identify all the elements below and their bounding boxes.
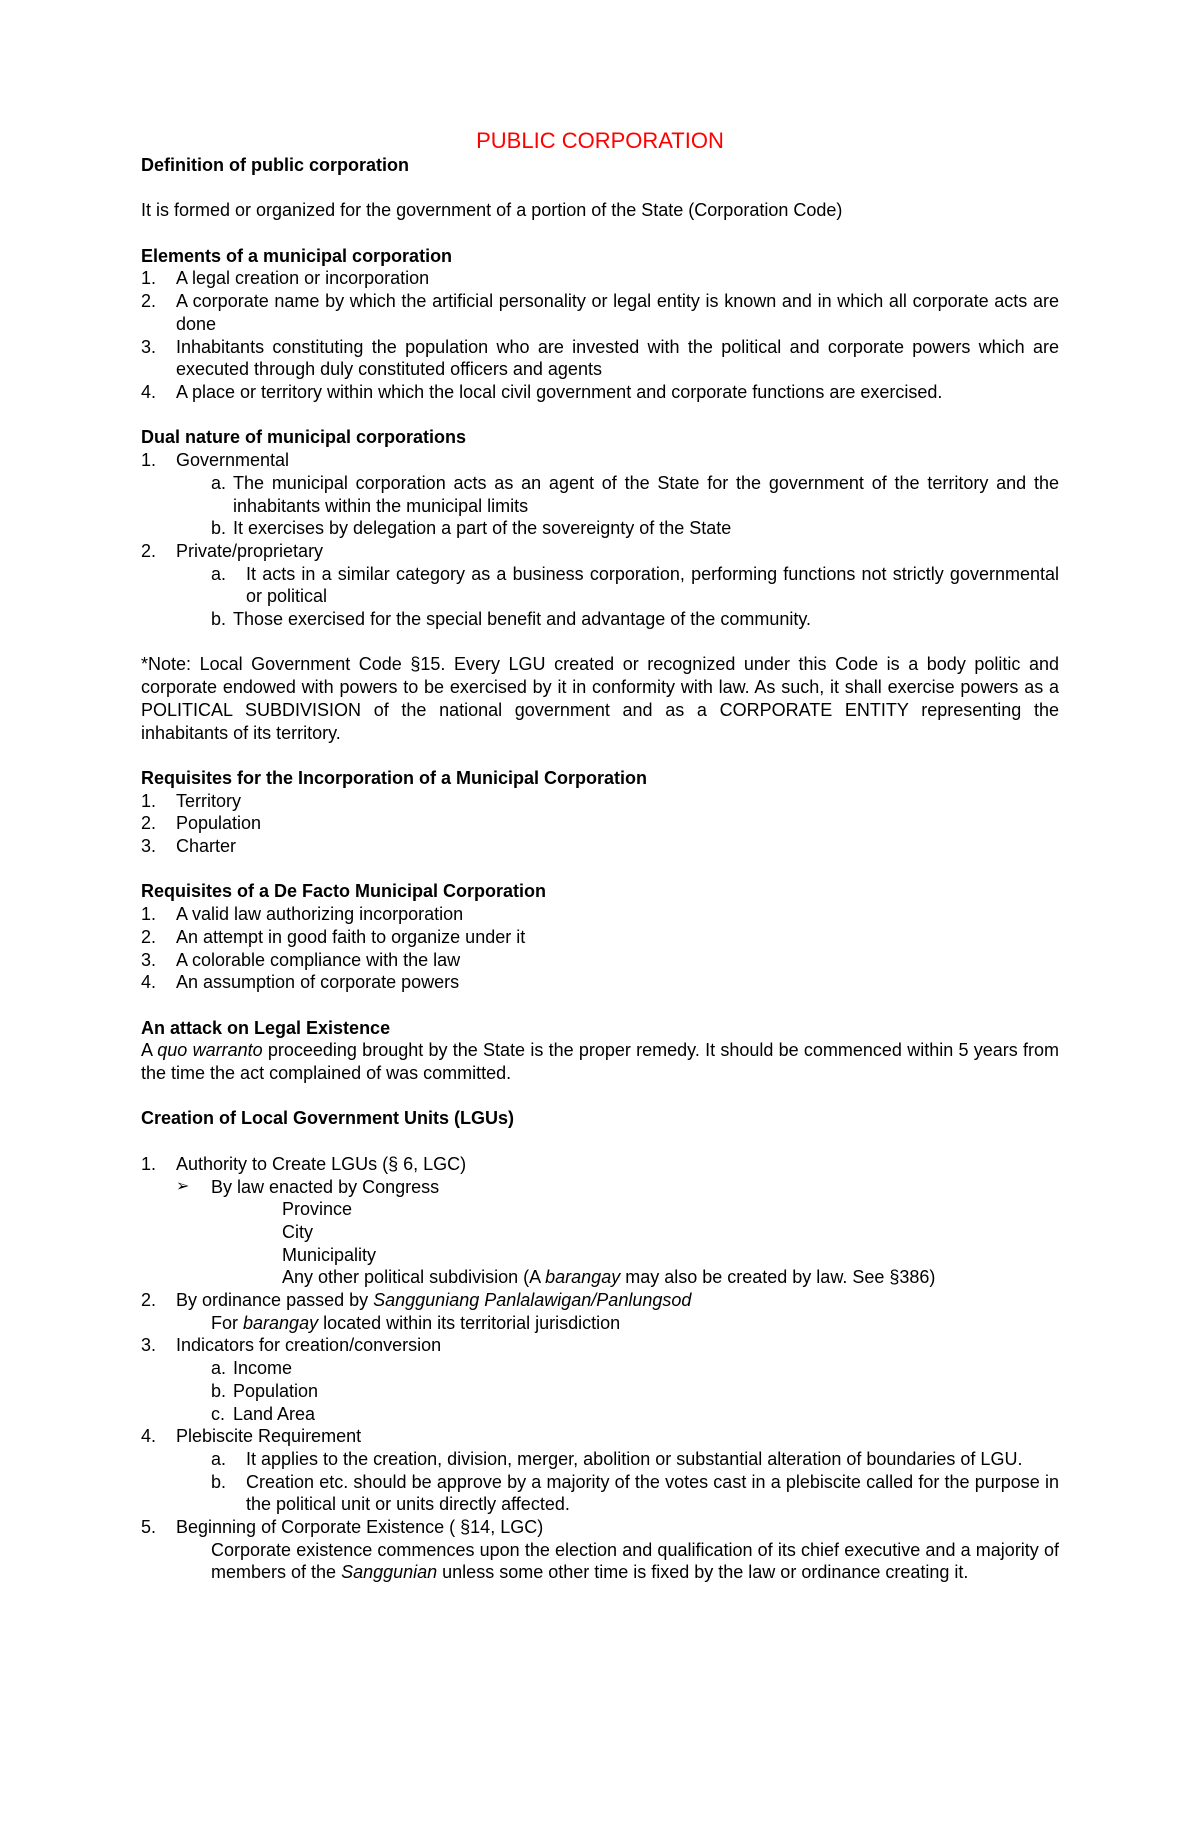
sub-item: a. It applies to the creation, division, merger, abolition or substantial alteration of boundaries of LGU. — [211, 1448, 1023, 1469]
list-item: 2. A corporate name by which the artificial personality or legal entity is known and in which all corporate acts are done — [141, 291, 1059, 334]
attack-paragraph: A quo warranto proceeding brought by the State is the proper remedy. It should be commenced within 5 years from the time the act complained of was committed. — [141, 1040, 1060, 1084]
note-paragraph: *Note: Local Government Code §15. Every LGU created or recognized under this Code is a body politic and corporate endowed with powers to be exercised by it in conformity with law. As such, it shall exercise powers as a POLITICAL SUBDIVISION of the national government and as a CORPORATE ENTITY representing the inhabitants of its territory. — [141, 654, 1059, 743]
list-item: 3. A colorable compliance with the law — [141, 949, 461, 970]
list-item: 2. Population — [141, 813, 262, 834]
list-item: 2. By ordinance passed by Sangguniang Panlalawigan/Panlungsod — [141, 1290, 692, 1311]
lgu-type: Province — [282, 1199, 353, 1220]
sub-item: b. Those exercised for the special benefit and advantage of the community. — [211, 609, 812, 630]
sub-item: b. Creation etc. should be approve by a majority of the votes cast in a plebiscite called for the purpose in the political unit or units directly affected. — [211, 1471, 1059, 1515]
sub-item: b. Population — [211, 1380, 319, 1401]
heading-elements: Elements of a municipal corporation — [141, 245, 453, 266]
list-item: 4. A place or territory within which the local civil government and corporate functions are exercised. — [141, 382, 943, 402]
heading-requisites-incorporation: Requisites for the Incorporation of a Municipal Corporation — [141, 767, 648, 788]
lgu-type-other: Any other political subdivision (A barangay may also be created by law. See §386) — [282, 1267, 936, 1288]
list-item: 1. A valid law authorizing incorporation — [141, 904, 464, 925]
heading-attack-legal-existence: An attack on Legal Existence — [141, 1017, 391, 1038]
lgu-type: City — [282, 1221, 313, 1242]
heading-creation-lgus: Creation of Local Government Units (LGUs) — [141, 1108, 515, 1129]
list-item: 1. Governmental — [141, 450, 290, 471]
corporate-existence-paragraph: Corporate existence commences upon the election and qualification of its chief executive and a majority of members of the Sanggunian unless some other time is fixed by the law or ordinance creating it. — [211, 1539, 1059, 1583]
sub-item: a. The municipal corporation acts as an agent of the State for the government of the territory and the inhabitants within the municipal limits — [211, 472, 1059, 516]
definition-text: It is formed or organized for the government of a portion of the State (Corporation Code) — [141, 200, 843, 221]
list-item: 1. Territory — [141, 790, 242, 811]
list-item: 4. An assumption of corporate powers — [141, 972, 460, 993]
list-item: 3. Charter — [141, 836, 237, 857]
list-item: 1. Authority to Create LGUs (§ 6, LGC) — [141, 1153, 467, 1174]
document-title: PUBLIC CORPORATION — [476, 128, 724, 153]
list-item: 4. Plebiscite Requirement — [141, 1426, 362, 1447]
list-item: 3. Indicators for creation/conversion — [141, 1335, 442, 1356]
document-page — [141, 128, 1059, 1584]
list-item: 1. A legal creation or incorporation — [141, 268, 430, 289]
heading-dual-nature: Dual nature of municipal corporations — [141, 427, 467, 448]
sub-item: b. It exercises by delegation a part of the sovereignty of the State — [211, 518, 732, 539]
list-item: 3. Inhabitants constituting the population who are invested with the political and corporate powers which are executed through duly constituted officers and agents — [141, 336, 1059, 380]
barangay-line: For barangay located within its territorial jurisdiction — [211, 1312, 621, 1333]
list-item: 2. An attempt in good faith to organize under it — [141, 926, 526, 947]
lgu-type: Municipality — [282, 1244, 377, 1265]
heading-definition: Definition of public corporation — [141, 155, 409, 175]
arrow-bullet-icon: ➢ — [176, 1177, 190, 1195]
heading-de-facto: Requisites of a De Facto Municipal Corporation — [141, 881, 547, 902]
list-item: 5. Beginning of Corporate Existence ( §14, LGC) — [141, 1517, 544, 1538]
sub-item: a. It acts in a similar category as a business corporation, performing functions not strictly governmental or political — [211, 563, 1059, 607]
bullet-item: ➢ By law enacted by Congress — [176, 1176, 440, 1197]
sub-item: c. Land Area — [211, 1403, 316, 1424]
sub-item: a. Income — [211, 1358, 293, 1379]
list-item: 2. Private/proprietary — [141, 540, 324, 561]
